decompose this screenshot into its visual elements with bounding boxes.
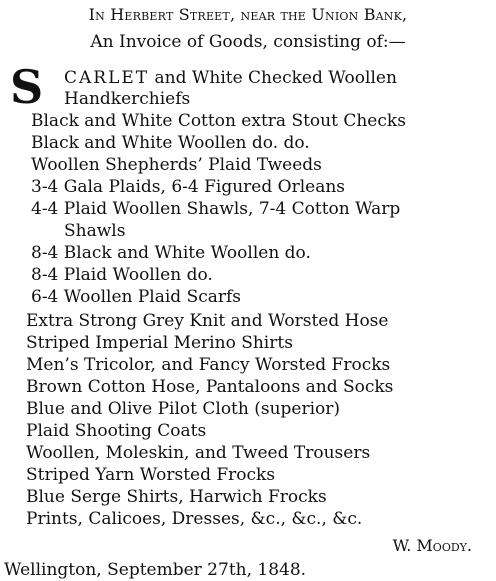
first-item-lead-word: CARLET xyxy=(64,68,150,88)
list-item: Black and White Woollen do. do. xyxy=(31,133,310,153)
first-item-continuation: Handkerchiefs xyxy=(64,89,191,109)
first-item-rest: and White Checked Woollen xyxy=(149,68,397,88)
dateline: Wellington, September 27th, 1848. xyxy=(4,560,307,580)
list-item: Men’s Tricolor, and Fancy Worsted Frocks xyxy=(26,355,391,375)
list-item: Striped Imperial Merino Shirts xyxy=(26,333,293,353)
merchant-signature: W. Moody. xyxy=(392,536,472,555)
list-item: 4-4 Plaid Woollen Shawls, 7-4 Cotton Warp xyxy=(31,199,401,219)
list-item: Prints, Calicoes, Dresses, &c., &c., &c. xyxy=(26,509,363,529)
list-item: 8-4 Black and White Woollen do. xyxy=(31,243,311,263)
drop-cap-letter: S xyxy=(10,60,44,114)
list-item: Striped Yarn Worsted Frocks xyxy=(26,465,276,485)
list-item: Extra Strong Grey Knit and Worsted Hose xyxy=(26,311,389,331)
list-item: Woollen, Moleskin, and Tweed Trousers xyxy=(26,443,371,463)
list-item: Black and White Cotton extra Stout Checks xyxy=(31,111,406,131)
first-item-line xyxy=(64,68,397,88)
list-item: Woollen Shepherds’ Plaid Tweeds xyxy=(31,155,322,175)
invoice-subheading: An Invoice of Goods, consisting of:— xyxy=(90,32,406,52)
list-item: 6-4 Woollen Plaid Scarfs xyxy=(31,287,242,307)
list-item-continuation: Shawls xyxy=(64,221,126,241)
address-heading: In Herbert Street, near the Union Bank, xyxy=(88,5,408,24)
list-item: 3-4 Gala Plaids, 6-4 Figured Orleans xyxy=(31,177,346,197)
list-item: Blue Serge Shirts, Harwich Frocks xyxy=(26,487,327,507)
list-item: Blue and Olive Pilot Cloth (superior) xyxy=(26,399,341,419)
list-item: 8-4 Plaid Woollen do. xyxy=(31,265,213,285)
list-item: Plaid Shooting Coats xyxy=(26,421,207,441)
list-item: Brown Cotton Hose, Pantaloons and Socks xyxy=(26,377,394,397)
